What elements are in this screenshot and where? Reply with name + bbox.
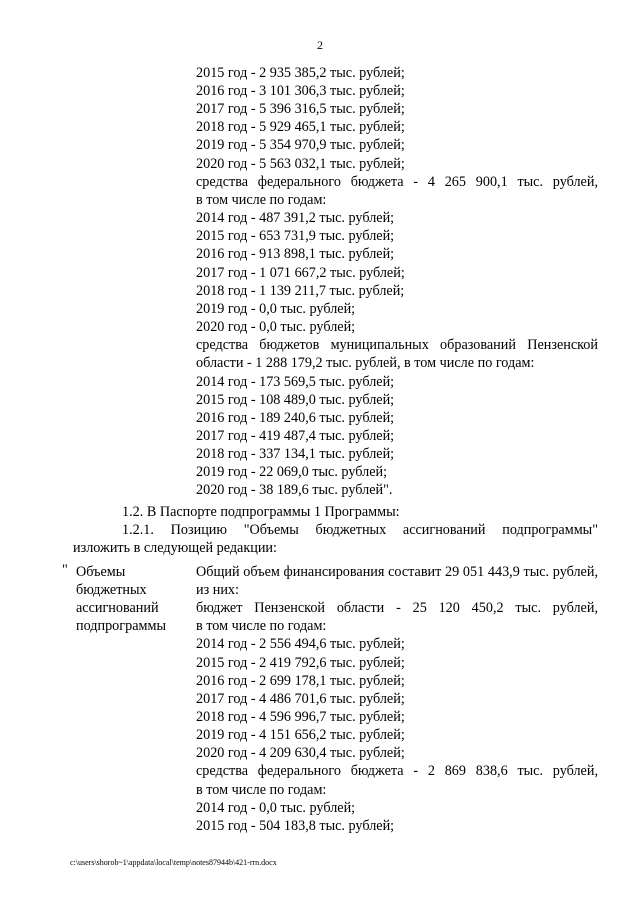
text-line: 2014 год - 487 391,2 тыс. рублей; — [196, 210, 395, 226]
cell-text-line: 2017 год - 4 486 701,6 тыс. рублей; — [196, 691, 405, 707]
text-line: 2017 год - 419 487,4 тыс. рублей; — [196, 428, 395, 444]
cell-text-line: 2016 год - 2 699 178,1 тыс. рублей; — [196, 673, 405, 689]
cell-text-line: 2019 год - 4 151 656,2 тыс. рублей; — [196, 727, 405, 743]
text-line: 2015 год - 653 731,9 тыс. рублей; — [196, 228, 395, 244]
text-line: 2016 год - 3 101 306,3 тыс. рублей; — [196, 83, 405, 99]
text-line: 2015 год - 108 489,0 тыс. рублей; — [196, 392, 395, 408]
text-line: области - 1 288 179,2 тыс. рублей, в том числе по годам: — [196, 355, 535, 371]
text-line: 2016 год - 913 898,1 тыс. рублей; — [196, 246, 395, 262]
text-line: 2018 год - 337 134,1 тыс. рублей; — [196, 446, 395, 462]
cell-text-line: бюджет Пензенской области - 25 120 450,2 тыс. рублей, — [196, 600, 598, 616]
text-line: 2018 год - 5 929 465,1 тыс. рублей; — [196, 119, 405, 135]
opening-quote: " — [62, 562, 68, 578]
cell-text-line: Общий объем финансирования составит 29 051 443,9 тыс. рублей, — [196, 564, 598, 580]
cell-text-line: в том числе по годам: — [196, 782, 327, 798]
text-line: 2020 год - 5 563 032,1 тыс. рублей; — [196, 156, 405, 172]
text-line: средства бюджетов муниципальных образований Пензенской — [196, 337, 598, 353]
cell-text-line: Объемы — [76, 564, 126, 580]
cell-text-line: 2014 год - 2 556 494,6 тыс. рублей; — [196, 636, 405, 652]
cell-text-line: 2015 год - 504 183,8 тыс. рублей; — [196, 818, 395, 834]
cell-text-line: 2018 год - 4 596 996,7 тыс. рублей; — [196, 709, 405, 725]
footer-file-path: c:\users\shorob~1\appdata\local\temp\notes87944b\421-rrn.docx — [70, 858, 277, 867]
text-line: 2019 год - 5 354 970,9 тыс. рублей; — [196, 137, 405, 153]
text-line: 2020 год - 38 189,6 тыс. рублей". — [196, 482, 393, 498]
text-line: 2019 год - 0,0 тыс. рублей; — [196, 301, 356, 317]
text-line: 2015 год - 2 935 385,2 тыс. рублей; — [196, 65, 405, 81]
text-line: средства федерального бюджета - 4 265 900,1 тыс. рублей, — [196, 174, 598, 190]
cell-text-line: ассигнований — [76, 600, 159, 616]
text-line: 2019 год - 22 069,0 тыс. рублей; — [196, 464, 388, 480]
cell-text-line: 2015 год - 2 419 792,6 тыс. рублей; — [196, 655, 405, 671]
text-line: 2017 год - 5 396 316,5 тыс. рублей; — [196, 101, 405, 117]
text-line: 2014 год - 173 569,5 тыс. рублей; — [196, 374, 395, 390]
text-line: 2020 год - 0,0 тыс. рублей; — [196, 319, 356, 335]
section-paragraph-line: 1.2.1. Позицию "Объемы бюджетных ассигнований подпрограммы" — [122, 522, 598, 538]
text-line: 2018 год - 1 139 211,7 тыс. рублей; — [196, 283, 405, 299]
cell-text-line: 2020 год - 4 209 630,4 тыс. рублей; — [196, 745, 405, 761]
text-line: в том числе по годам: — [196, 192, 327, 208]
section-heading: 1.2. В Паспорте подпрограммы 1 Программы: — [122, 504, 400, 520]
section-paragraph-line: изложить в следующей редакции: — [73, 540, 277, 556]
cell-text-line: средства федерального бюджета - 2 869 838,6 тыс. рублей, — [196, 763, 598, 779]
page-number: 2 — [317, 38, 323, 52]
cell-text-line: подпрограммы — [76, 618, 166, 634]
cell-text-line: в том числе по годам: — [196, 618, 327, 634]
cell-text-line: 2014 год - 0,0 тыс. рублей; — [196, 800, 356, 816]
cell-text-line: бюджетных — [76, 582, 147, 598]
cell-text-line: из них: — [196, 582, 239, 598]
text-line: 2016 год - 189 240,6 тыс. рублей; — [196, 410, 395, 426]
text-line: 2017 год - 1 071 667,2 тыс. рублей; — [196, 265, 405, 281]
